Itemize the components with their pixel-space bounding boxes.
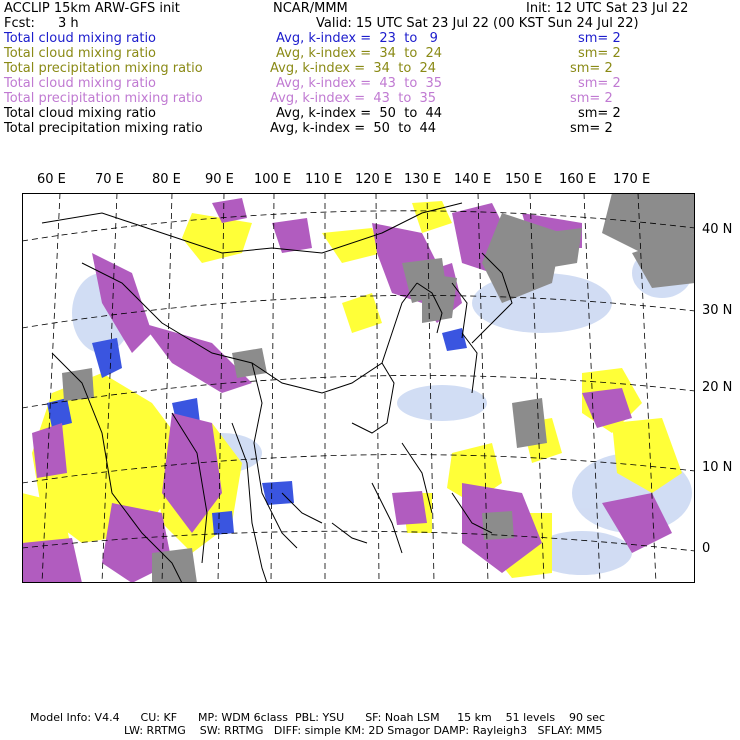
fcst-value: 3 h <box>58 16 79 31</box>
center-label: NCAR/MMM <box>273 1 348 16</box>
field-name: Total cloud mixing ratio <box>4 76 157 91</box>
field-sm: sm= 2 <box>578 46 621 61</box>
field-sm: sm= 2 <box>570 61 613 76</box>
lat-label: 10 N <box>702 460 733 475</box>
field-avg: Avg, k-index = 43 to 35 <box>276 76 443 91</box>
lon-label: 110 E <box>305 172 343 187</box>
lat-label: 30 N <box>702 303 733 318</box>
init-time: Init: 12 UTC Sat 23 Jul 22 <box>526 1 689 16</box>
forecast-map <box>22 193 695 583</box>
lon-label: 120 E <box>355 172 393 187</box>
lon-label: 150 E <box>505 172 543 187</box>
lon-label: 90 E <box>205 172 234 187</box>
field-sm: sm= 2 <box>578 76 621 91</box>
field-avg: Avg, k-index = 34 to 24 <box>270 61 437 76</box>
lat-label: 20 N <box>702 380 733 395</box>
field-sm: sm= 2 <box>578 106 621 121</box>
field-sm: sm= 2 <box>570 91 613 106</box>
field-avg: Avg, k-index = 34 to 24 <box>276 46 443 61</box>
lat-label: 0 <box>702 541 711 556</box>
lon-label: 160 E <box>559 172 597 187</box>
field-avg: Avg, k-index = 50 to 44 <box>276 106 443 121</box>
lat-label: 40 N <box>702 222 733 237</box>
valid-time: Valid: 15 UTC Sat 23 Jul 22 (00 KST Sun 24 Jul 22) <box>316 16 639 31</box>
fcst-label: Fcst: <box>4 16 35 31</box>
field-name: Total precipitation mixing ratio <box>4 91 203 106</box>
lon-label: 100 E <box>254 172 292 187</box>
field-avg: Avg, k-index = 43 to 35 <box>270 91 437 106</box>
model-title: ACCLIP 15km ARW-GFS init <box>4 1 180 16</box>
field-name: Total cloud mixing ratio <box>4 46 157 61</box>
field-sm: sm= 2 <box>578 31 621 46</box>
lon-label: 60 E <box>37 172 66 187</box>
field-avg: Avg, k-index = 23 to 9 <box>276 31 438 46</box>
lon-label: 170 E <box>613 172 651 187</box>
lon-label: 70 E <box>95 172 124 187</box>
lon-label: 130 E <box>404 172 442 187</box>
field-avg: Avg, k-index = 50 to 44 <box>270 121 437 136</box>
model-info: Model Info: V4.4 CU: KF MP: WDM 6class PBL: YSU SF: Noah LSM 15 km 51 levels 90 sec <box>30 711 606 724</box>
lon-label: 80 E <box>152 172 181 187</box>
lon-label: 140 E <box>454 172 492 187</box>
field-name: Total cloud mixing ratio <box>4 106 157 121</box>
field-name: Total precipitation mixing ratio <box>4 61 203 76</box>
field-name: Total precipitation mixing ratio <box>4 121 203 136</box>
physics-info: LW: RRTMG SW: RRTMG DIFF: simple KM: 2D Smagor DAMP: Rayleigh3 SFLAY: MM5 <box>124 724 603 737</box>
field-sm: sm= 2 <box>570 121 613 136</box>
field-name: Total cloud mixing ratio <box>4 31 157 46</box>
